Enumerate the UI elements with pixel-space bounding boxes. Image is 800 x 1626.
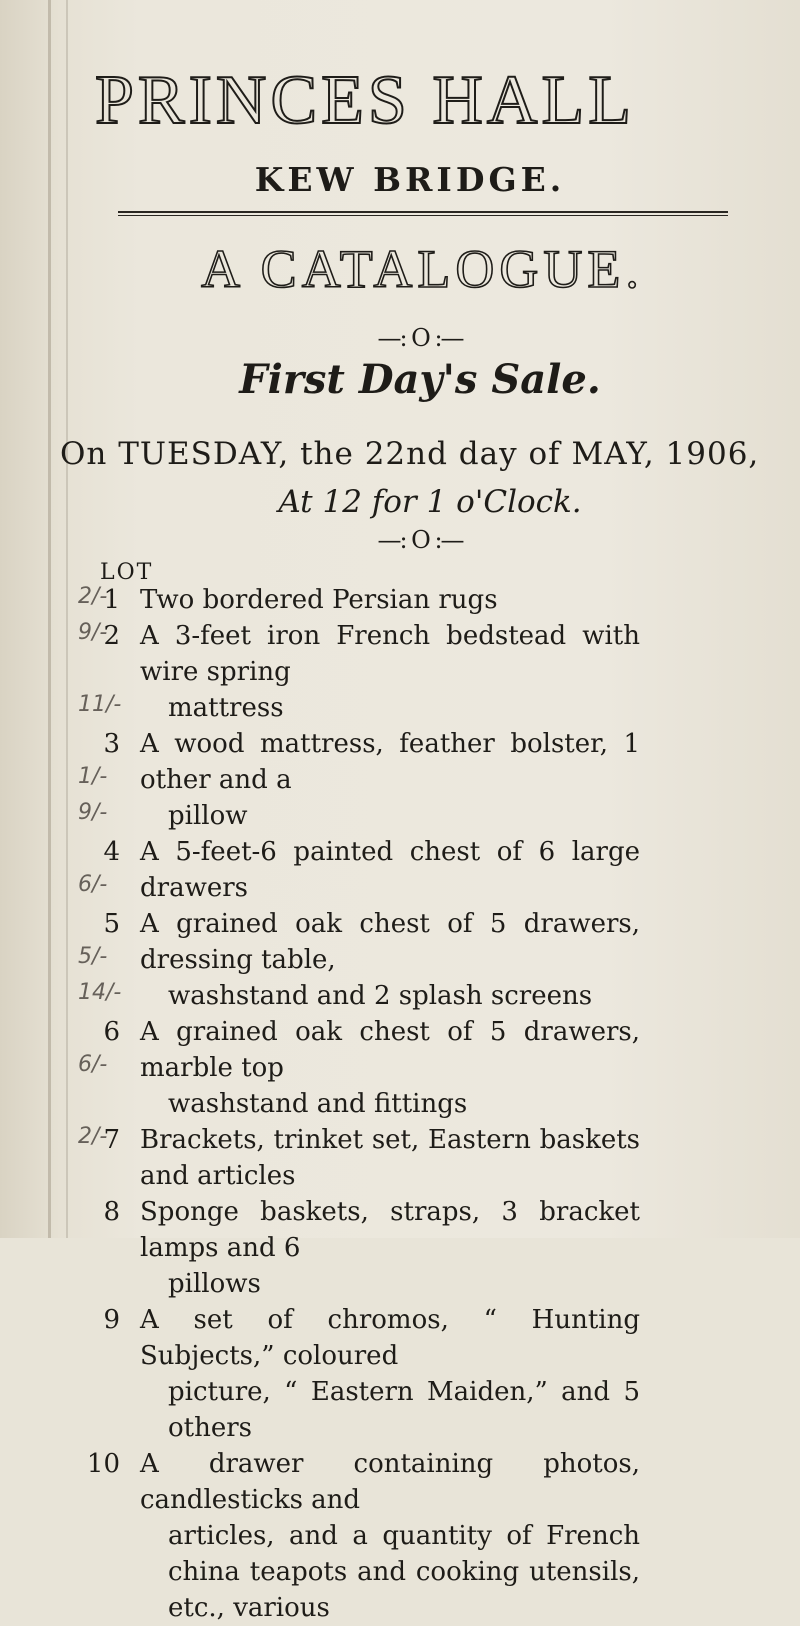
- lot-description: [140, 618, 640, 726]
- lot-number: 4: [103, 837, 120, 867]
- lot-number: 5: [103, 909, 120, 939]
- lot-description-line: Sponge baskets, straps, 3 bracket lamps and 6: [140, 1197, 640, 1263]
- lot-description: [140, 1194, 640, 1302]
- lot-list: [0, 582, 800, 1626]
- lot-description-line: A 3-feet iron French bedstead with wire spring: [140, 621, 640, 687]
- lot-item: [0, 1014, 800, 1122]
- ornament-divider: —: O :—: [377, 324, 463, 352]
- catalogue-heading: A CATALOGUE.: [201, 239, 644, 299]
- lot-item: [0, 726, 800, 834]
- lot-number: 9: [103, 1305, 120, 1335]
- lot-number: 7: [103, 1125, 120, 1155]
- header-rule: [118, 211, 728, 216]
- page-title: PRINCES HALL: [95, 62, 635, 139]
- sale-time: At 12 for 1 o'Clock.: [278, 484, 582, 520]
- lot-description-line: Brackets, trinket set, Eastern baskets and articles: [140, 1125, 640, 1191]
- lot-item: [0, 1194, 800, 1302]
- lot-description-line: A set of chromos, “ Hunting Subjects,” coloured: [140, 1305, 640, 1371]
- handwritten-price: 9/-: [78, 620, 108, 645]
- lot-description: [140, 1302, 640, 1446]
- lot-description: [140, 1014, 640, 1122]
- lot-number: 6: [103, 1017, 120, 1047]
- sale-dateline: On TUESDAY, the 22nd day of MAY, 1906,: [60, 436, 760, 472]
- lot-number: 1: [103, 585, 120, 615]
- handwritten-price: 6/-: [78, 1052, 108, 1077]
- lot-item: [0, 1446, 800, 1626]
- ornament-divider-2: —: O :—: [377, 526, 463, 554]
- lot-description-line: A grained oak chest of 5 drawers, dressing table,: [140, 909, 640, 975]
- handwritten-price: 14/-: [78, 980, 122, 1005]
- handwritten-price: 9/-: [78, 800, 108, 825]
- lot-number: 2: [103, 621, 120, 651]
- lot-description: [140, 1122, 640, 1194]
- handwritten-price: 1/-: [78, 764, 108, 789]
- lot-description-continuation: articles, and a quantity of French china teapots and cooking utensils, etc., various: [168, 1521, 640, 1623]
- lot-number: 10: [86, 1449, 120, 1479]
- lot-description-continuation: pillow: [168, 801, 248, 831]
- lot-item: [0, 1302, 800, 1446]
- sale-day-heading: First Day's Sale.: [239, 356, 601, 403]
- handwritten-price: 2/-: [78, 1124, 108, 1149]
- lot-description: [140, 834, 640, 906]
- lot-description-continuation: mattress: [168, 693, 284, 723]
- handwritten-price: 5/-: [78, 944, 108, 969]
- lot-number: 3: [103, 729, 120, 759]
- lot-description-line: A 5-feet-6 painted chest of 6 large drawers: [140, 837, 640, 903]
- lot-description-continuation: pillows: [168, 1269, 261, 1299]
- handwritten-price: 2/-: [78, 584, 108, 609]
- lot-description: [140, 1446, 640, 1626]
- lot-description: [140, 582, 640, 618]
- lot-description: [140, 906, 640, 1014]
- handwritten-price: 6/-: [78, 872, 108, 897]
- lot-column-header: LOT: [100, 560, 154, 585]
- lot-description-line: A wood mattress, feather bolster, 1 other and a: [140, 729, 640, 795]
- venue-subtitle: KEW BRIDGE.: [254, 160, 566, 199]
- lot-description-continuation: washstand and 2 splash screens: [168, 981, 593, 1011]
- lot-item: [0, 582, 800, 618]
- lot-item: [0, 834, 800, 906]
- lot-description-line: A drawer containing photos, candlesticks and: [140, 1449, 640, 1515]
- lot-description-line: Two bordered Persian rugs: [140, 585, 498, 615]
- lot-description-continuation: washstand and fittings: [168, 1089, 468, 1119]
- lot-description-continuation: picture, “ Eastern Maiden,” and 5 others: [168, 1377, 640, 1443]
- handwritten-price: 11/-: [78, 692, 122, 717]
- lot-number: 8: [103, 1197, 120, 1227]
- lot-item: [0, 1122, 800, 1194]
- lot-description: [140, 726, 640, 834]
- lot-description-line: A grained oak chest of 5 drawers, marble top: [140, 1017, 640, 1083]
